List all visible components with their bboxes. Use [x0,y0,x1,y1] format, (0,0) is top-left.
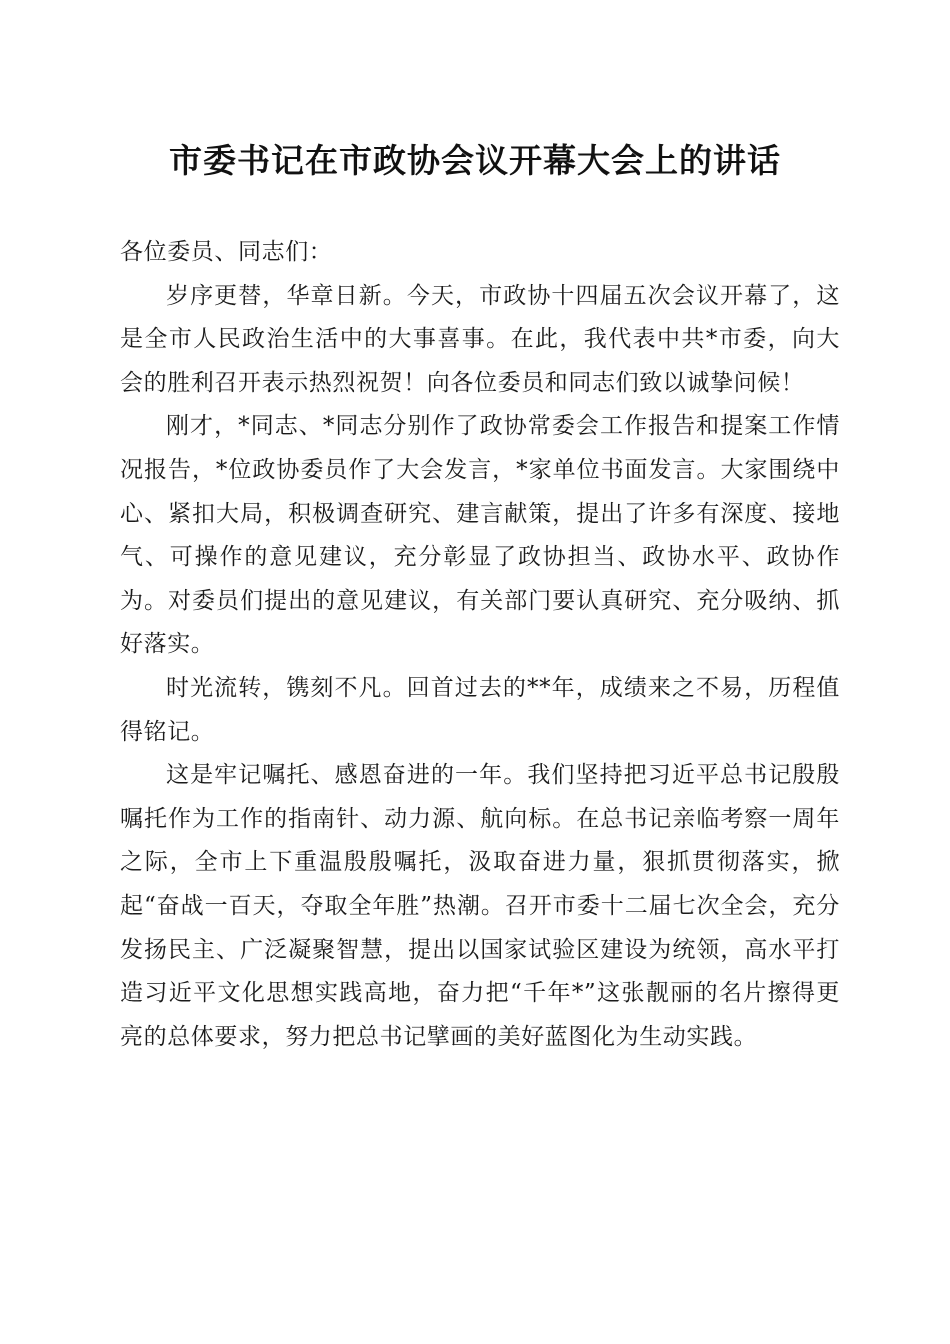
paragraph-review: 时光流转，镌刻不凡。回首过去的**年，成绩来之不易，历程值得铭记。 [120,674,840,745]
paragraph-year-summary: 这是牢记嘱托、感恩奋进的一年。我们坚持把习近平总书记殷殷嘱托作为工作的指南针、动力源、航向标。在总书记亲临考察一周年之际，全市上下重温殷殷嘱托，汲取奋进力量，狠抓贯彻落实，掀起“奋战一百天，夺取全年胜”热潮。召开市委十二届七次全会，充分发扬民主、广泛凝聚智慧，提出以国家试验区建设为统领，高水平打造习近平文化思想实践高地，奋力把“千年*”这张靓丽的名片擦得更亮的总体要求，努力把总书记擘画的美好蓝图化为生动实践。 [120,762,840,1050]
document-title: 市委书记在市政协会议开幕大会上的讲话 [169,141,781,180]
paragraph-reports: 刚才，*同志、*同志分别作了政协常委会工作报告和提案工作情况报告，*位政协委员作了大会发言，*家单位书面发言。大家围绕中心、紧扣大局，积极调查研究、建言献策，提出了许多有深度、接地气、可操作的意见建议，充分彰显了政协担当、政协水平、政协作为。对委员们提出的意见建议，有关部门要认真研究、充分吸纳、抓好落实。 [120,413,840,658]
document-body [120,231,840,1059]
salutation: 各位委员、同志们： [120,239,333,265]
paragraph-opening: 岁序更替，华章日新。今天，市政协十四届五次会议开幕了，这是全市人民政治生活中的大事喜事。在此，我代表中共*市委，向大会的胜利召开表示热烈祝贺！向各位委员和同志们致以诚挚问候！ [120,282,840,396]
